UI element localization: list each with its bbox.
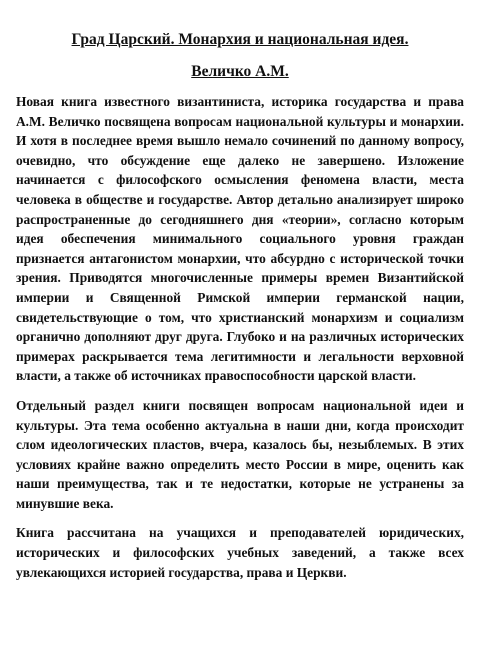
paragraph-intro: Новая книга известного византиниста, историка государства и права А.М. Величко посвящена вопросам национальной культуры и монархии. И хотя в последнее время вышло немало сочинений по данному вопросу, очевидно, что обсуждение еще далеко не завершено. Изложение начинается с философского осмысления феномена власти, места человека в обществе и государстве. Автор детально анализирует широко распространенные до сегодняшнего дня «теории», согласно которым идея обеспечения минимального социального уровня граждан признается антагонистом монархии, что абсурдно с исторической точки зрения. Приводятся многочисленные примеры времен Византийской империи и Священной Римской империи германской нации, свидетельствующие о том, что христианский монархизм и социализм органично дополняют друг друга. Глубоко и на различных исторических примерах раскрывается тема легитимности и легальности верховной власти, а также об источниках правоспособности царской власти.: [16, 94, 464, 384]
paragraph-national-idea: Отдельный раздел книги посвящен вопросам национальной идеи и культуры. Эта тема особенно актуальна в наши дни, когда происходит слом идеологических пластов, вчера, казалось бы, незыблемых. В этих условиях крайне важно определить место России в мире, оценить как наши преимущества, так и те недостатки, которые не устранены за минувшие века.: [16, 397, 464, 511]
document-title: Град Царский. Монархия и национальная идея.: [71, 31, 409, 48]
paragraph-audience: Книга рассчитана на учащихся и преподавателей юридических, исторических и философских учебных заведений, а также всех увлекающихся историей государства, права и Церкви.: [16, 525, 464, 580]
document-author: Величко А.М.: [191, 63, 289, 80]
document-page: [16, 30, 464, 592]
